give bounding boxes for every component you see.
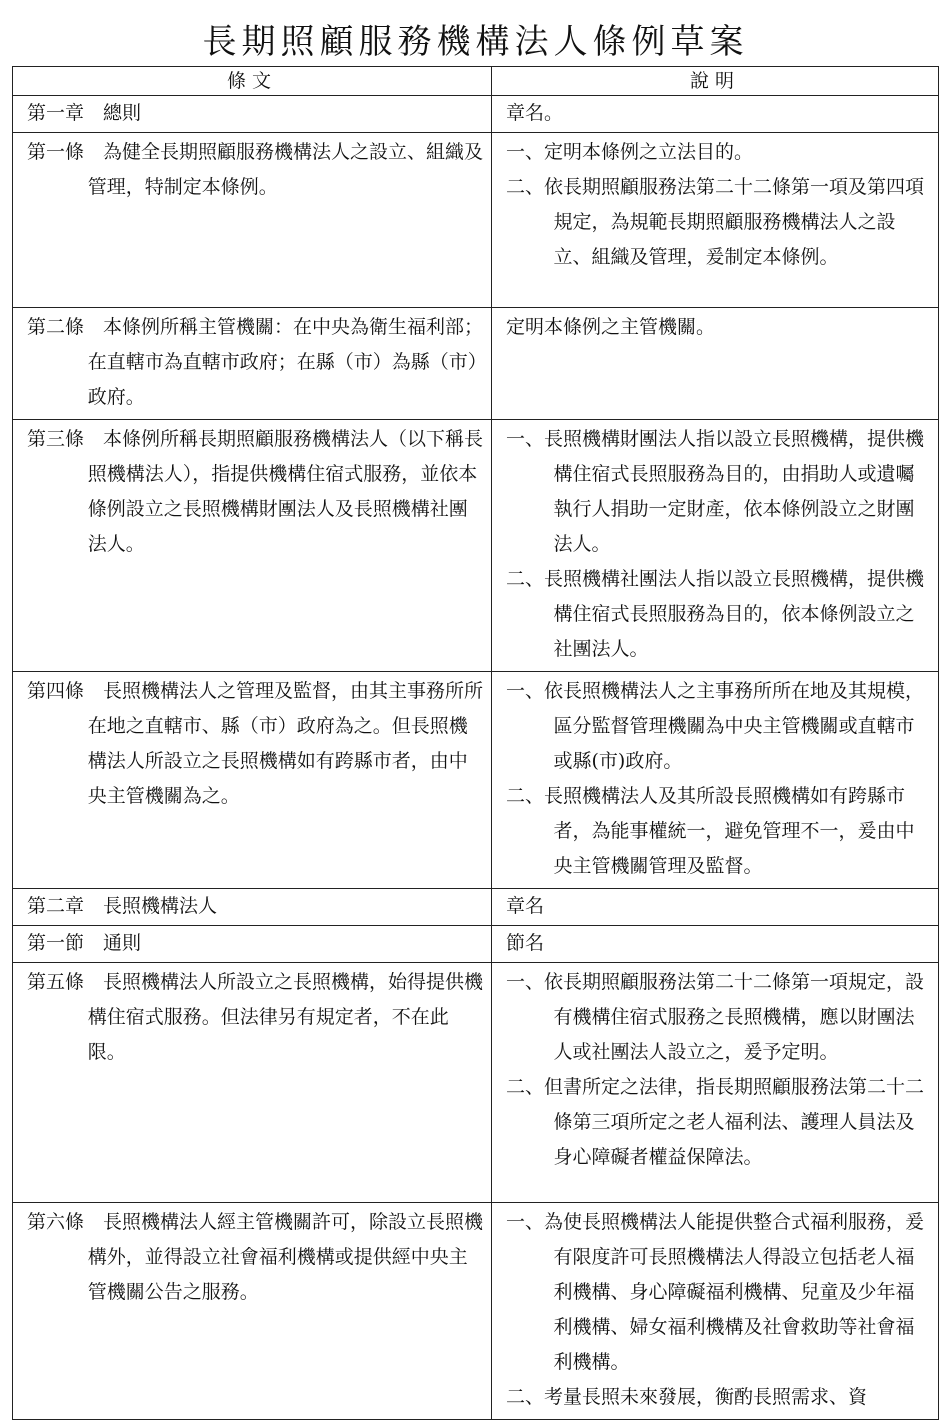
article-cell — [13, 1203, 492, 1420]
explanation-item: 一、依長照機構法人之主事務所所在地及其規模，區分監督管理機關為中央主管機關或直轄市或縣(市)政府。 — [506, 680, 925, 772]
article-text: 第四條 長照機構法人之管理及監督，由其主事務所所在地之直轄市、縣（市）政府為之。但長照機構法人所設立之長照機構如有跨縣市者，由中央主管機關為之。 — [27, 680, 484, 807]
explanation-cell — [492, 889, 939, 926]
explanation-text: 節名 — [506, 932, 545, 954]
explanation-cell — [492, 1203, 939, 1420]
table-row — [13, 420, 939, 672]
article-cell — [13, 963, 492, 1203]
explanation-text: 章名 — [506, 895, 545, 917]
article-text: 第二條 本條例所稱主管機關：在中央為衛生福利部；在直轄市為直轄市政府；在縣（市）為縣（市）政府。 — [27, 316, 484, 408]
article-cell — [13, 308, 492, 420]
chapter-heading-text: 第一章 總則 — [27, 102, 142, 124]
explanation-cell — [492, 926, 939, 963]
explanation-cell — [492, 420, 939, 672]
chapter-heading — [13, 96, 492, 133]
explanation-item: 二、考量長照未來發展，衡酌長照需求、資 — [506, 1386, 868, 1408]
header-explanation: 說明 — [492, 67, 939, 96]
explanation-item: 一、定明本條例之立法目的。 — [506, 141, 754, 163]
chapter-heading-text: 第二章 長照機構法人 — [27, 895, 218, 917]
explanation-cell — [492, 96, 939, 133]
table-header-row — [13, 67, 939, 96]
explanation-item: 二、長照機構法人及其所設長照機構如有跨縣市者，為能事權統一，避免管理不一，爰由中央主管機關管理及監督。 — [506, 785, 915, 877]
explanation-cell — [492, 308, 939, 420]
article-text: 第六條 長照機構法人經主管機關許可，除設立長照機構外，並得設立社會福利機構或提供經中央主管機關公告之服務。 — [27, 1211, 484, 1303]
table-row — [13, 672, 939, 889]
table-row — [13, 133, 939, 308]
table-row — [13, 926, 939, 963]
chapter-heading — [13, 889, 492, 926]
article-cell — [13, 420, 492, 672]
article-text: 第五條 長照機構法人所設立之長照機構，始得提供機構住宿式服務。但法律另有規定者，不在此限。 — [27, 971, 484, 1063]
explanation-item: 二、長照機構社團法人指以設立長照機構，提供機構住宿式長照服務為目的，依本條例設立之社團法人。 — [506, 568, 925, 660]
article-cell — [13, 133, 492, 308]
explanation-item: 一、長照機構財團法人指以設立長照機構，提供機構住宿式長照服務為目的，由捐助人或遺囑執行人捐助一定財產，依本條例設立之財團法人。 — [506, 428, 925, 555]
explanation-text: 章名。 — [506, 102, 564, 124]
article-text: 第一條 為健全長期照顧服務機構法人之設立、組織及管理，特制定本條例。 — [27, 141, 484, 198]
explanation-text: 定明本條例之主管機關。 — [506, 316, 716, 338]
document-title: 長期照顧服務機構法人條例草案 — [202, 22, 749, 62]
header-articles: 條文 — [13, 67, 492, 96]
table-row — [13, 963, 939, 1203]
explanation-item: 二、但書所定之法律，指長期照顧服務法第二十二條第三項所定之老人福利法、護理人員法及身心障礙者權益保障法。 — [506, 1076, 925, 1168]
article-text: 第三條 本條例所稱長期照顧服務機構法人（以下稱長照機構法人），指提供機構住宿式服務，並依本條例設立之長照機構財團法人及長照機構社團法人。 — [27, 428, 484, 555]
table-row — [13, 96, 939, 133]
article-cell — [13, 672, 492, 889]
table-row — [13, 308, 939, 420]
explanation-cell — [492, 133, 939, 308]
section-heading — [13, 926, 492, 963]
table-row — [13, 889, 939, 926]
table-row — [13, 1203, 939, 1420]
section-heading-text: 第一節 通則 — [27, 932, 142, 954]
bill-table — [12, 66, 939, 1420]
explanation-item: 一、為使長照機構法人能提供整合式福利服務，爰有限度許可長照機構法人得設立包括老人福利機構、身心障礙福利機構、兒童及少年福利機構、婦女福利機構及社會救助等社會福利機構。 — [506, 1211, 925, 1373]
explanation-cell — [492, 672, 939, 889]
explanation-item: 一、依長期照顧服務法第二十二條第一項規定，設有機構住宿式服務之長照機構，應以財團法人或社團法人設立之，爰予定明。 — [506, 971, 925, 1063]
explanation-cell — [492, 963, 939, 1203]
explanation-item: 二、依長期照顧服務法第二十二條第一項及第四項規定，為規範長期照顧服務機構法人之設立、組織及管理，爰制定本條例。 — [506, 176, 925, 268]
